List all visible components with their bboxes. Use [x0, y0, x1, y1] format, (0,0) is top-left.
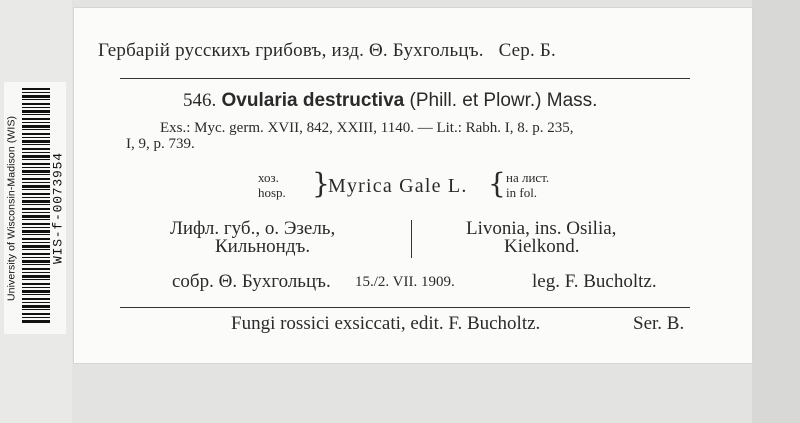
- footer-series: Ser. B.: [633, 313, 685, 334]
- exsiccata-line-2: I, 9, p. 739.: [126, 136, 195, 152]
- collector-lat: leg. F. Bucholtz.: [532, 271, 657, 292]
- barcode-bars: [22, 88, 50, 324]
- species-line: [183, 90, 597, 112]
- locality-ru-line-2: Кильнондъ.: [215, 236, 311, 257]
- institution-label: University of Wisconsin-Madison (WIS): [5, 115, 18, 301]
- locality-lat-line-1: Livonia, ins. Osilia,: [466, 218, 617, 239]
- right-brace: {: [488, 167, 506, 200]
- exsiccata-line-1: Exs.: Myc. germ. XVII, 842, XXIII, 1140. — Lit.: Rabh. I, 8. p. 235,: [160, 120, 574, 136]
- host-part-lat: in fol.: [506, 185, 538, 200]
- specimen-id: WIS-f-0073954: [50, 152, 66, 264]
- locality-lat-line-2: Kielkond.: [504, 236, 580, 257]
- locality-divider: [411, 220, 412, 258]
- specimen-number: 546.: [183, 90, 217, 111]
- host-abbr-lat: hosp.: [258, 185, 286, 200]
- left-brace: }: [312, 167, 330, 200]
- host-abbr-ru: хоз.: [258, 170, 279, 185]
- collection-date: 15./2. VII. 1909.: [355, 274, 455, 290]
- label-header-ru: [98, 40, 556, 62]
- header-series: Сер. Б.: [498, 40, 556, 61]
- species-name: Ovularia destructiva: [221, 90, 405, 111]
- header-title: Гербарій русскихъ грибовъ, изд. Θ. Бухгольцъ.: [98, 40, 484, 61]
- species-authority: (Phill. et Plowr.) Mass.: [409, 90, 598, 111]
- host-part-ru: на лист.: [506, 170, 550, 185]
- sheet-background-right: [752, 0, 800, 423]
- host-name: Myrica Gale L.: [328, 175, 468, 197]
- footer-title: Fungi rossici exsiccati, edit. F. Bucholtz.: [231, 313, 541, 334]
- host-part: [506, 170, 549, 200]
- host-abbreviation: [258, 170, 286, 200]
- bottom-rule: [120, 307, 690, 308]
- locality-ru-line-1: Лифл. губ., о. Эзель,: [170, 218, 336, 239]
- collector-ru: собр. Θ. Бухгольцъ.: [172, 271, 331, 292]
- top-rule: [120, 78, 690, 79]
